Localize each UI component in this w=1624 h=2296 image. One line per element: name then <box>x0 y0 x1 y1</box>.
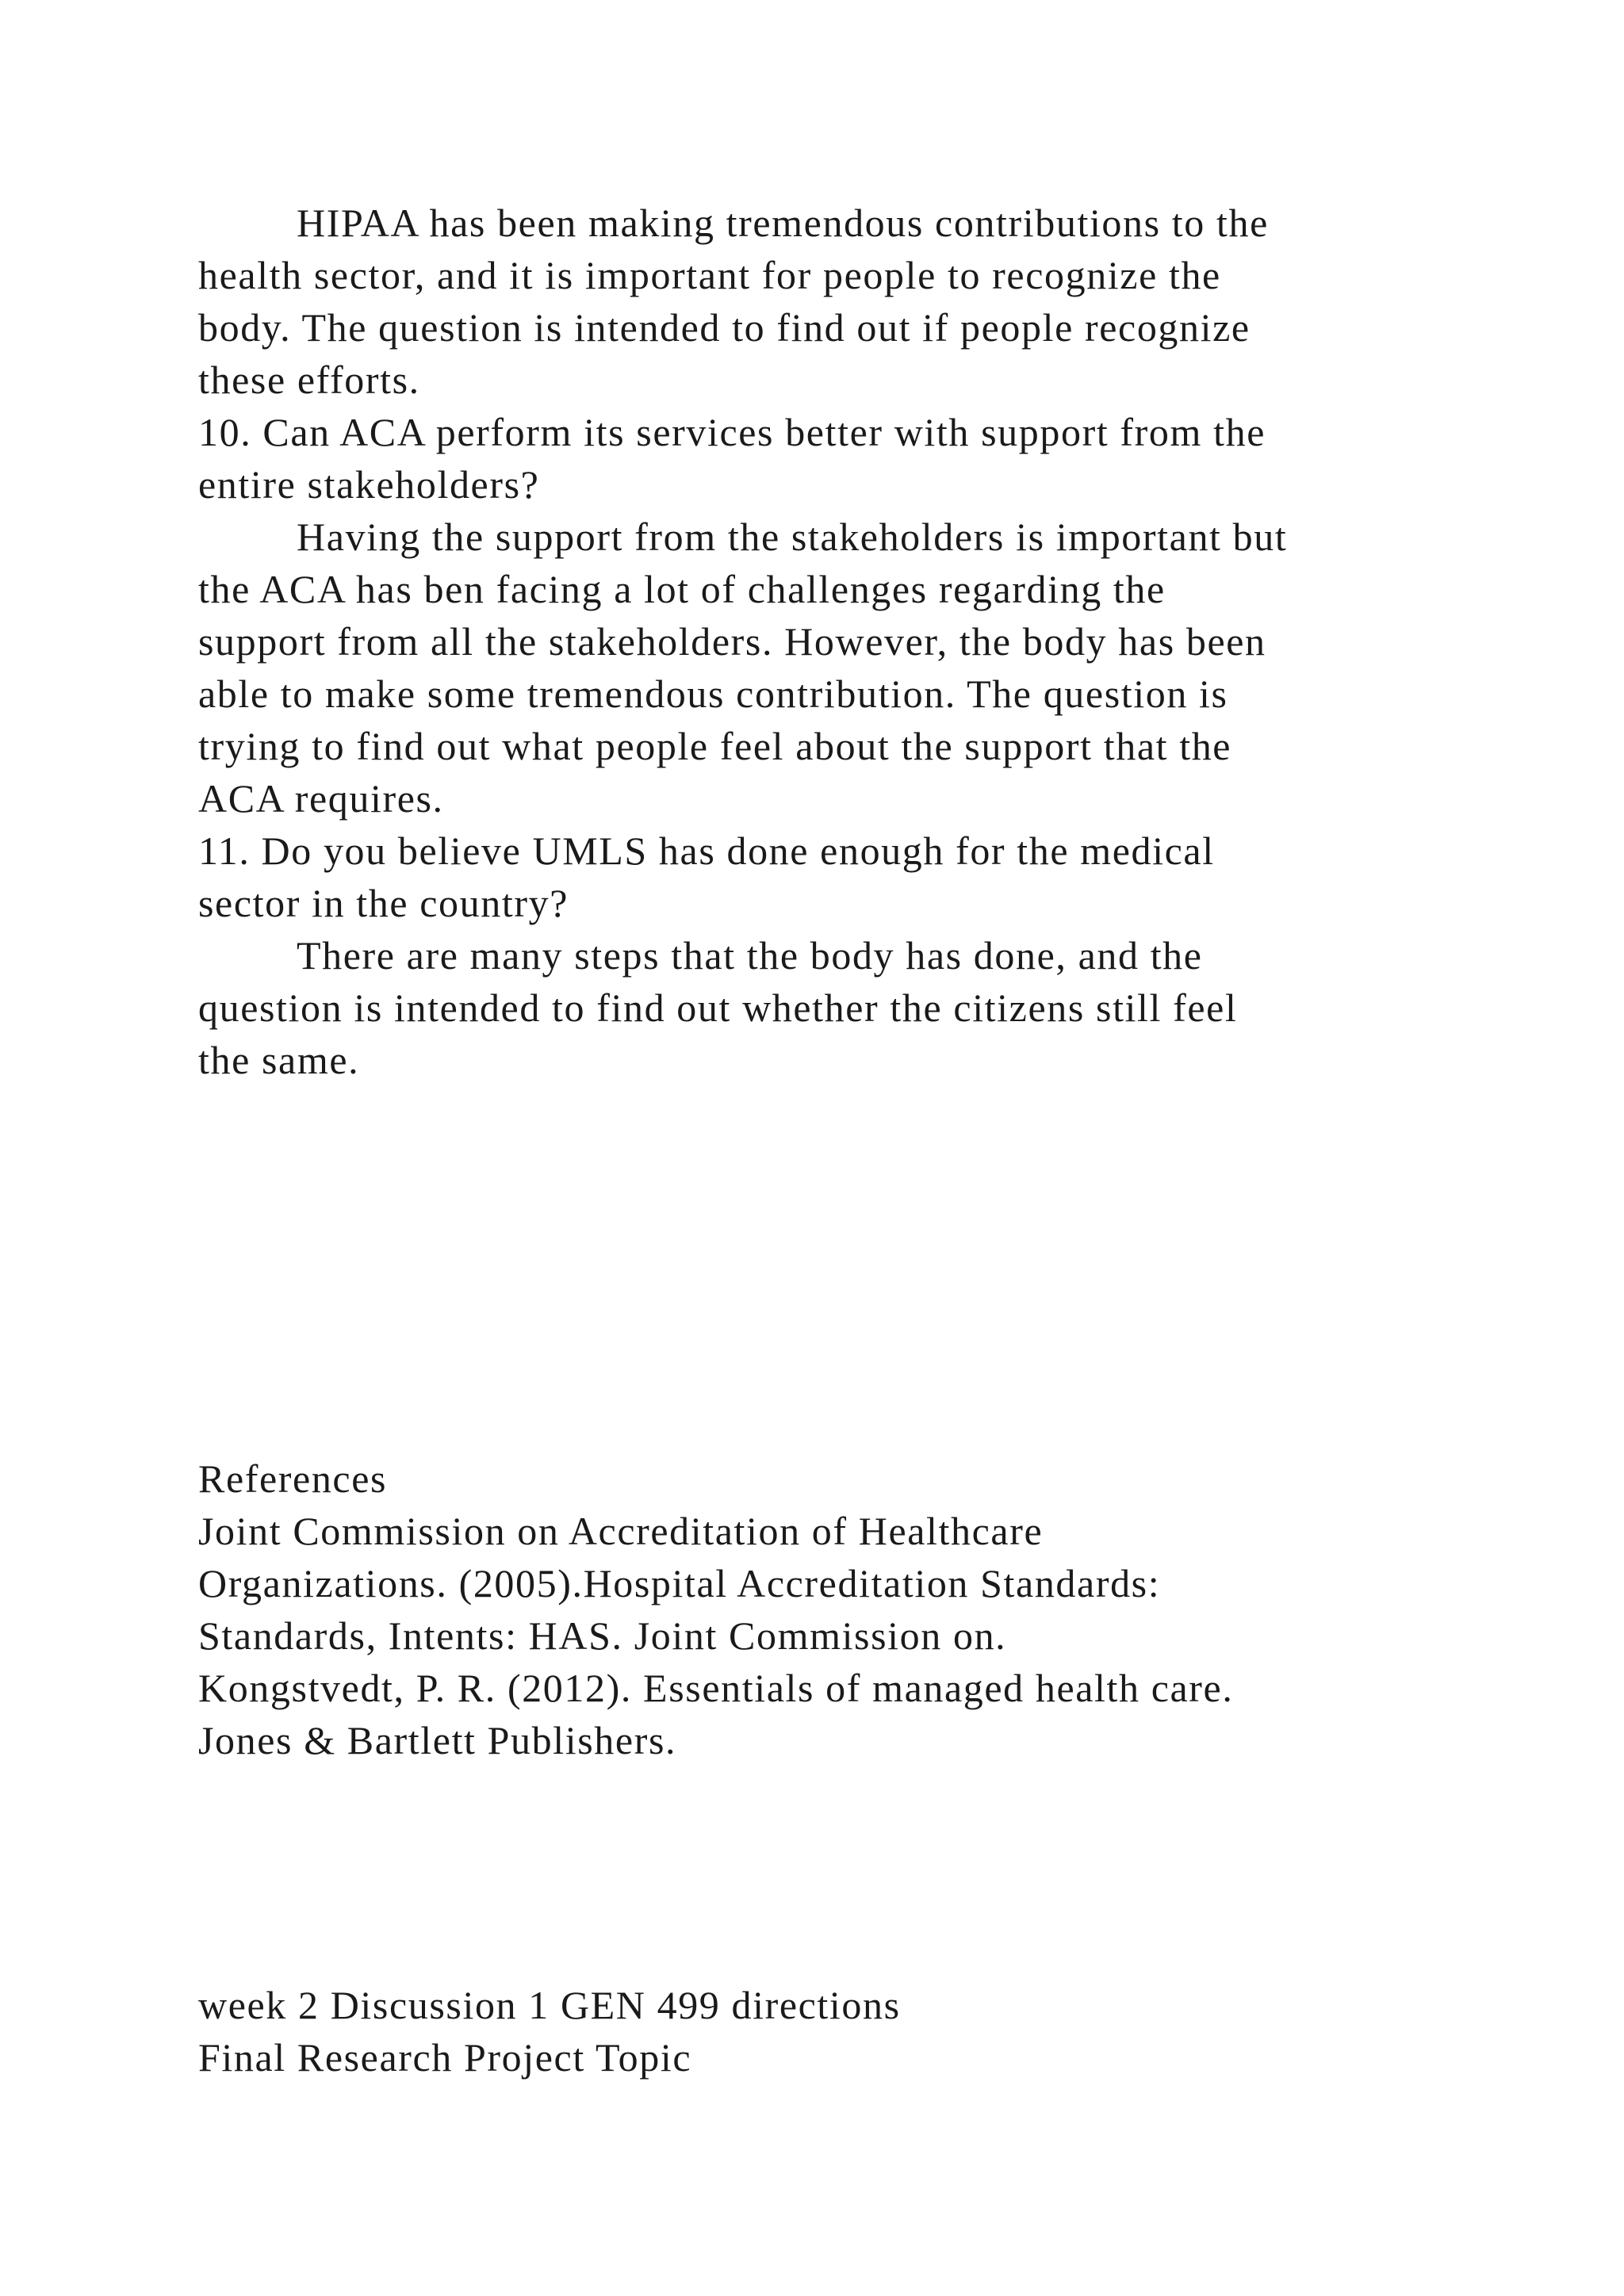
references-heading: References <box>198 1456 388 1501</box>
footer-line: Final Research Project Topic <box>198 2035 692 2080</box>
body-text-line: trying to find out what people feel about the support that the <box>198 724 1232 768</box>
question-line: 10. Can ACA perform its services better with support from the <box>198 410 1266 454</box>
body-text-line: There are many steps that the body has done, and the <box>297 933 1203 978</box>
body-text-line: HIPAA has been making tremendous contributions to the <box>297 201 1269 245</box>
body-text-line: health sector, and it is important for people to recognize the <box>198 253 1221 297</box>
body-text-line: body. The question is intended to find out if people recognize <box>198 305 1251 350</box>
body-text-line: able to make some tremendous contribution. The question is <box>198 672 1228 716</box>
reference-line: Organizations. (2005).Hospital Accreditation Standards: <box>198 1561 1161 1605</box>
reference-line: Jones & Bartlett Publishers. <box>198 1718 677 1762</box>
question-line: entire stakeholders? <box>198 462 540 507</box>
body-text-line: these efforts. <box>198 358 420 402</box>
body-text-line: Having the support from the stakeholders is important but <box>297 515 1288 559</box>
body-text-line: the same. <box>198 1038 360 1082</box>
body-text-line: ACA requires. <box>198 776 444 821</box>
body-text-line: question is intended to find out whether the citizens still feel <box>198 985 1238 1030</box>
footer-line: week 2 Discussion 1 GEN 499 directions <box>198 1983 901 2027</box>
question-line: 11. Do you believe UMLS has done enough for the medical <box>198 828 1215 873</box>
body-text-line: support from all the stakeholders. However, the body has been <box>198 619 1266 664</box>
body-text-line: the ACA has ben facing a lot of challenges regarding the <box>198 567 1166 611</box>
reference-line: Joint Commission on Accreditation of Healthcare <box>198 1509 1044 1553</box>
question-line: sector in the country? <box>198 881 569 925</box>
reference-line: Standards, Intents: HAS. Joint Commission on. <box>198 1613 1007 1658</box>
reference-line: Kongstvedt, P. R. (2012). Essentials of managed health care. <box>198 1666 1234 1710</box>
